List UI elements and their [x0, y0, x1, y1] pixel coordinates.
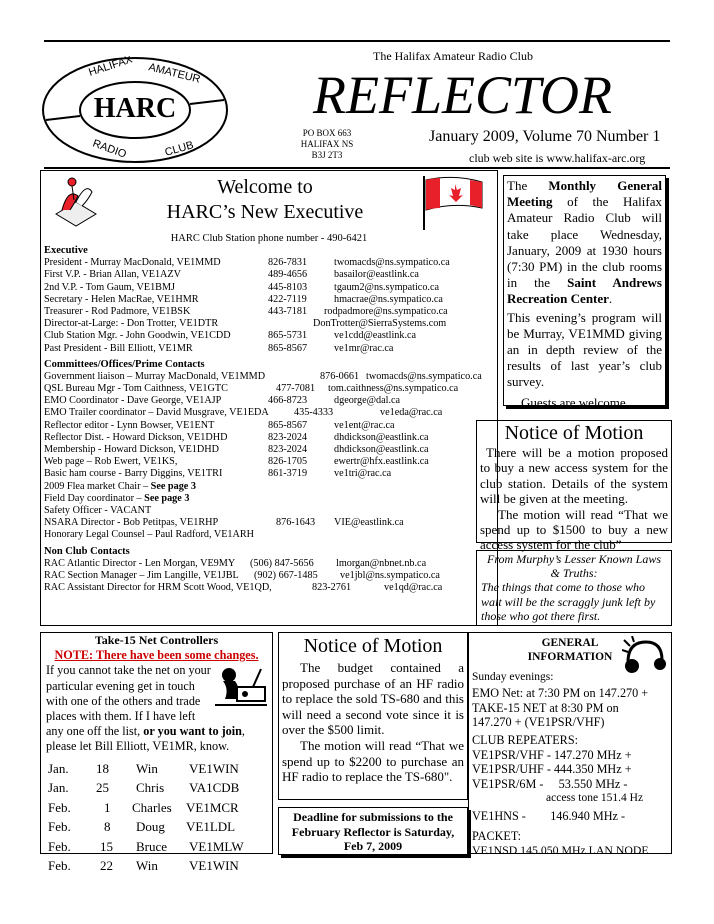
deadline-date: Feb 7, 2009 [343, 839, 403, 853]
repeater-vhf: VE1PSR/VHF - 147.270 MHz + [472, 747, 632, 762]
exec-row [44, 330, 496, 342]
po-line: PO BOX 663 [302, 128, 352, 138]
issue-info: January 2009, Volume 70 Number 1 [429, 128, 661, 145]
nonclub-heading: Non Club Contacts [44, 545, 130, 557]
committee-email: ewertr@hfx.eastlink.ca [334, 456, 429, 468]
repeater-uhf: VE1PSR/UHF - 444.350 MHz + [472, 762, 632, 777]
exec-name: 2nd V.P. - Tom Gaum, VE1BMJ [44, 281, 175, 293]
flea-market-label: 2009 Flea market Chair – [44, 480, 151, 492]
po-line: B3J 2T3 [311, 150, 343, 160]
committee-row [44, 420, 496, 432]
committee-row [44, 444, 496, 456]
net-schedule-row [48, 800, 269, 820]
nonclub-row [44, 582, 496, 594]
net-day: 1 [104, 799, 111, 815]
executive-list [44, 245, 496, 594]
nonclub-phone: 823-2761 [312, 582, 352, 594]
exec-email: tgaum2@ns.sympatico.ca [334, 281, 440, 293]
committee-name: Membership - Howard Dickson, VE1DHD [44, 444, 219, 455]
committees-heading: Committees/Offices/Prime Contacts [44, 358, 205, 370]
net-day: 15 [100, 838, 113, 854]
exec-name: First V.P. - Brian Allan, VE1AZV [44, 269, 181, 281]
motion2-box [278, 632, 468, 800]
exec-name: Past President - Bill Elliott, VE1MR [44, 342, 193, 354]
exec-email: ve1mr@rac.ca [334, 342, 394, 354]
nonclub-phone: (506) 847-5656 [250, 557, 314, 569]
meeting-text: . [608, 291, 613, 307]
executive-heading: Executive [44, 245, 88, 256]
svg-text:RADIO: RADIO [90, 137, 128, 161]
field-day-ref: See page 3 [144, 492, 190, 504]
meeting-text: The [507, 178, 549, 193]
net-month: Feb. [48, 799, 71, 815]
net-schedule [48, 761, 269, 878]
logo-center-text: HARC [93, 93, 177, 124]
exec-row [44, 306, 496, 318]
net-day: 18 [96, 760, 109, 776]
net-month: Feb. [48, 819, 71, 835]
committee-name: EMO Coordinator - Dave George, VE1AJP [44, 395, 222, 407]
net-call: VE1MCR [186, 799, 239, 815]
net-person: Bruce [136, 838, 168, 854]
exec-phone: 422-7119 [268, 293, 307, 305]
deadline-line: February Reflector is Saturday, [291, 824, 455, 839]
exec-name: Director-at-Large: - Don Trotter, VE1DTR [44, 318, 219, 330]
nonclub-name: RAC Section Manager – Jim Langille, VE1JBL [44, 569, 239, 581]
murphy-box [476, 550, 672, 626]
nonclub-row [44, 558, 496, 570]
exec-phone: 489-4656 [268, 269, 308, 281]
exec-email: hmacrae@ns.sympatico.ca [334, 293, 443, 305]
canadian-flag [420, 174, 486, 230]
net-person: Chris [136, 780, 165, 796]
take15-freq: 147.270 + (VE1PSR/VHF) [472, 715, 605, 730]
committee-name: QSL Bureau Mgr - Tom Caithness, VE1GTC [44, 383, 228, 395]
committee-row [44, 456, 496, 468]
nonclub-phone: (902) 667-1485 [254, 569, 318, 581]
committee-phone: 435-4333 [294, 407, 334, 419]
take15-net: TAKE-15 NET at 8:30 PM on [472, 700, 619, 715]
club-name: The Halifax Amateur Radio Club [373, 49, 533, 63]
exec-row [44, 269, 496, 281]
committee-email: twomacds@ns.sympatico.ca [366, 370, 482, 382]
svg-text:HALIFAX: HALIFAX [87, 56, 134, 79]
nonclub-email: ve1qd@rac.ca [384, 582, 443, 594]
deadline-box [278, 807, 468, 855]
program-paragraph: This evening’s program will be Murray, VE1MMD giving an in depth review of the results of last year’s club survey. [507, 309, 662, 390]
net-text: , please let Bill Elliott, VE1MR, know. [46, 724, 245, 754]
committee-email: ve1tri@rac.ca [334, 468, 392, 480]
net-schedule-row [48, 858, 269, 878]
committee-name: Basic ham course - Barry Diggins, VE1TRI [44, 468, 223, 480]
committee-email: ve1ent@rac.ca [334, 419, 395, 431]
net-instructions [46, 663, 267, 754]
exec-name: Secretary - Helen MacRae, VE1HMR [44, 293, 199, 305]
field-day-label: Field Day coordinator – [44, 492, 145, 504]
motion1-title: Notice of Motion [504, 422, 644, 444]
exec-row [44, 282, 496, 294]
committee-phone: 826-1705 [268, 456, 308, 468]
net-person: Doug [136, 819, 165, 835]
net-schedule-row [48, 839, 269, 859]
svg-text:CLUB: CLUB [163, 139, 196, 159]
repeater-hns: VE1HNS - 146.940 MHz - [472, 809, 626, 824]
net-schedule-row [48, 761, 269, 781]
committee-name: Government liaison – Murray MacDonald, VE1MMD [44, 370, 266, 382]
packet-node: VE1NSD 145.050 MHz LAN NODE [472, 843, 649, 858]
net-call: VE1WIN [189, 858, 239, 874]
committee-email: ve1eda@rac.ca [380, 407, 443, 419]
po-box [282, 128, 372, 161]
motion1-p1: There will be a motion proposed to buy a new access system for the club station. Details of the system will be given at the meeting. [480, 445, 668, 507]
net-note: NOTE: There have been some changes. [54, 648, 259, 663]
committee-phone: 865-8567 [268, 419, 308, 431]
exec-phone: 865-8567 [268, 342, 308, 354]
committee-phone: 823-2024 [268, 444, 308, 455]
murphy-line2: & Truths: [550, 566, 598, 581]
meeting-highlight: Monthly General Meeting [507, 178, 662, 210]
general-title: INFORMATION [527, 651, 613, 664]
flea-market-row [44, 481, 496, 493]
guests-welcome: Guests are welcome [521, 394, 626, 410]
committee-phone: 466-8723 [268, 395, 308, 407]
murphy-line1: From Murphy’s Lesser Known Laws [486, 552, 662, 566]
committee-name: Web page – Rob Ewert, VE1KS, [44, 456, 178, 468]
net-call: VE1MLW [189, 838, 244, 854]
masthead-title: REFLECTOR [313, 65, 613, 125]
motion1-p2: The motion will read “That we spend up to $1500 to buy a new access system for the club” [480, 506, 668, 553]
murphy-quote: The things that come to those who wait will be the scraggly junk left by those who got there first. [481, 580, 656, 623]
po-line: HALIFAX NS [300, 139, 354, 149]
committee-name: Reflector editor - Lynn Bowser, VE1ENT [44, 419, 215, 431]
meeting-location: Saint Andrews Recreation Center [507, 275, 662, 307]
emo-net: EMO Net: at 7:30 PM on 147.270 + [472, 686, 649, 701]
net-join: or you want to join [143, 724, 242, 739]
masthead-rule [44, 167, 670, 169]
exec-email: ve1cdd@eastlink.ca [334, 330, 417, 342]
exec-phone: 865-5731 [268, 330, 308, 342]
nonclub-email: lmorgan@nbnet.nb.ca [336, 557, 427, 569]
repeaters-heading: CLUB REPEATERS: [472, 733, 578, 748]
harc-logo [40, 56, 230, 164]
packet-heading: PACKET: [472, 828, 522, 843]
net-schedule-row [48, 819, 269, 839]
exec-email: twomacds@ns.sympatico.ca [334, 257, 450, 269]
exec-email: basailor@eastlink.ca [334, 269, 419, 281]
nonclub-row [44, 570, 496, 582]
net-month: Feb. [48, 838, 71, 854]
gift-icon [48, 174, 104, 230]
website: club web site is www.halifax-arc.org [469, 151, 646, 165]
welcome-title-1: Welcome to [217, 176, 313, 198]
repeater-access-tone: access tone 151.4 Hz [546, 792, 644, 805]
motion2-p1: The budget contained a proposed purchase of an HF radio to replace the sold TS-680 and this will need a second vote since it is over the $500 limit. [282, 660, 464, 738]
deadline-line: Deadline for submissions to the [293, 810, 453, 824]
motion1-box [476, 420, 672, 553]
sunday-label: Sunday evenings: [472, 670, 554, 683]
exec-row [44, 343, 496, 355]
net-text: If you cannot take the net on your particular evening get in touch with one of the others and trade places with them. If I have left any one off the list, [46, 663, 211, 739]
repeater-6m: VE1PSR/6M - 53.550 MHz - [472, 776, 628, 791]
field-day-row [44, 493, 496, 505]
flea-market-ref: See page 3 [150, 480, 196, 492]
net-month: Jan. [48, 780, 69, 796]
committee-row [44, 407, 496, 419]
meeting-text: of the Halifax Amateur Radio Club will take place Wednesday, January, 2009 at 1930 hours (7:30 PM) in the club rooms in the [507, 194, 662, 291]
exec-phone: 443-7181 [268, 305, 308, 317]
exec-phone: 445-8103 [268, 281, 308, 293]
committee-name: Reflector Dist. - Howard Dickson, VE1DHD [44, 431, 228, 443]
committee-phone: 823-2024 [268, 431, 308, 443]
committee-name: EMO Trailer coordinator – David Musgrave, VE1EDA [44, 407, 269, 419]
committee-row [44, 395, 496, 407]
meeting-paragraph [507, 178, 662, 308]
exec-email: rodpadmore@ns.sympatico.ca [324, 305, 448, 317]
committee-phone: 876-0661 [320, 370, 360, 382]
exec-name: Treasurer - Rod Padmore, VE1BSK [44, 305, 191, 317]
exec-row [44, 294, 496, 306]
net-person: Charles [132, 799, 172, 815]
net-title: Take-15 Net Controllers [94, 633, 219, 647]
net-month: Feb. [48, 858, 71, 874]
committee-email: dhdickson@eastlink.ca [334, 444, 429, 455]
club-phone-line: HARC Club Station phone number - 490-6421 [170, 233, 368, 244]
committee-phone: 861-3719 [268, 468, 308, 480]
motion2-title: Notice of Motion [303, 635, 443, 657]
nsara-name: NSARA Director - Bob Petitpas, VE1RHP [44, 517, 219, 529]
committee-email: dgeorge@dal.ca [334, 395, 401, 407]
net-call: VE1LDL [186, 819, 236, 835]
welcome-title-2: HARC’s New Executive [166, 201, 364, 223]
radio-operator-icon [215, 665, 267, 709]
headphones-icon [622, 636, 668, 680]
net-person: Win [136, 760, 158, 776]
exec-name: President - Murray MacDonald, VE1MMD [44, 257, 221, 269]
exec-name: Club Station Mgr. - John Goodwin, VE1CDD [44, 330, 231, 342]
exec-row [44, 318, 496, 330]
net-call: VE1WIN [189, 760, 239, 776]
motion2-p2: The motion will read “That we spend up to $2200 to purchase an HF radio to replace the TS-680". [282, 737, 464, 785]
net-call: VA1CDB [189, 780, 240, 796]
net-schedule-row [48, 780, 269, 800]
nonclub-name: RAC Assistant Director for HRM Scott Wood, VE1QD, [44, 582, 272, 594]
svg-text:AMATEUR: AMATEUR [147, 61, 202, 86]
committee-row [44, 371, 496, 383]
net-box [40, 632, 273, 874]
net-person: Win [136, 858, 158, 874]
net-day: 25 [96, 780, 109, 796]
committee-email: dhdickson@eastlink.ca [334, 431, 429, 443]
nsara-row [44, 517, 496, 529]
general-title: GENERAL [541, 637, 599, 649]
committee-row [44, 383, 496, 395]
exec-email: DonTrotter@SierraSystems.com [313, 318, 447, 330]
nsara-email: VIE@eastlink.ca [334, 517, 404, 529]
nonclub-email: ve1jbl@ns.sympatico.ca [340, 569, 440, 581]
exec-row [44, 257, 496, 269]
meeting-box [503, 175, 666, 410]
legal-row: Honorary Legal Counsel – Paul Radford, VE1ARH [44, 529, 255, 541]
committee-phone: 477-7081 [276, 383, 316, 395]
committee-email: tom.caithness@ns.sympatico.ca [328, 383, 459, 395]
exec-phone: 826-7831 [268, 257, 308, 269]
net-month: Jan. [48, 760, 69, 776]
nonclub-name: RAC Atlantic Director - Len Morgan, VE9MY [44, 557, 236, 569]
net-day: 22 [100, 858, 113, 874]
safety-row: Safety Officer - VACANT [44, 504, 152, 516]
net-day: 8 [104, 819, 111, 835]
top-rule [44, 40, 670, 42]
committee-row [44, 432, 496, 444]
committee-row [44, 468, 496, 480]
nsara-phone: 876-1643 [276, 517, 316, 529]
